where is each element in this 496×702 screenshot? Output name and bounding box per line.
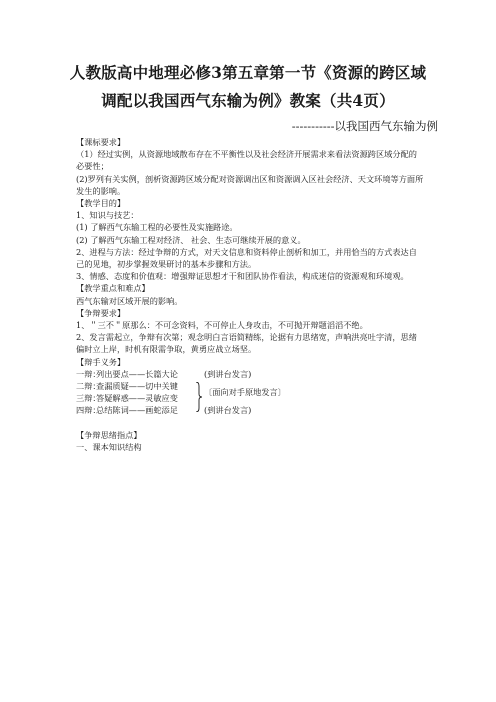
document-body: [76, 136, 424, 453]
paragraph-rule-1: 1、＂三不＂原那么：不可念资料，不可停止人身攻击，不可抛开辩题滔滔不绝。: [76, 320, 368, 331]
section-heading-focus: 【教学重点和难点】: [76, 283, 150, 294]
section-heading-debate-guidance: 【争辩思绪指点】: [76, 429, 142, 440]
paragraph-course-req-2: (2)罗列有关实例，剖析资源跨区域分配对资源调出区和资源调入区社会经济、天文环境等方面所发生的影响。: [76, 173, 424, 196]
task-item: 答疑解惑——灵敏应变: [96, 392, 178, 403]
task-round: 四辩：: [76, 404, 101, 415]
section-heading-course-requirements: 【课标要求】: [76, 137, 126, 147]
task-item: 查漏质疑——切中关键: [96, 380, 178, 391]
task-note-in-place: 〔面向对手原地发言〕: [204, 386, 286, 397]
paragraph-goal-1b: (2) 了解西气东输工程对经济、 社会、生态可继续开展的意义。: [76, 234, 306, 245]
debater-task-row: [76, 380, 188, 392]
task-round: 三辩：: [76, 392, 101, 403]
paragraph-goal-1a: (1) 了解西气东输工程的必要性及实施路途。: [76, 222, 238, 233]
paragraph-goal-3: 3、情感、态度和价值观：增强辩证思想才干和团队协作看法，构成迷信的资源观和环境观。: [76, 271, 409, 282]
debater-task-row: [76, 368, 188, 380]
section-heading-teaching-goals: 【教学目的】: [76, 198, 126, 209]
paragraph-goal-1: 1、知识与技艺：: [76, 210, 139, 221]
paragraph-rule-2: 2、发言需起立，争辩有次第；观念明白言语简精练，论据有力思绪宽，声响洪亮吐字清，思绪偏时立上岸，时机有限需争取，黄勇应战立场坚。: [76, 332, 417, 355]
task-item: 总结陈词——画蛇添足: [96, 404, 178, 415]
paragraph-focus: 西气东输对区域开展的影响。: [76, 295, 183, 306]
curly-brace-icon: [196, 382, 202, 412]
paragraph-outline-1: 一、课本知识结构: [76, 442, 142, 453]
task-note-podium-final: (到讲台发言): [204, 404, 252, 415]
task-round: 二辩：: [76, 380, 101, 391]
debater-task-list: [76, 368, 424, 429]
document-title-line-2: 调配以我国西气东输为例》教案（共4页）: [101, 91, 395, 110]
paragraph-course-req-1: （1）经过实例，从资源地域散布存在不平衡性以及社会经济开展需求来看法资源跨区域分配的必要性；: [76, 149, 417, 172]
document-title-line-1: 人教版高中地理必修3第五章第一节《资源的跨区域: [69, 63, 427, 82]
section-heading-debater-tasks: 【辩手义务】: [76, 356, 126, 367]
section-heading-debate-rules: 【争辩要求】: [76, 307, 126, 318]
paragraph-goal-2: 2、进程与方法：经过争辩的方式，对天文信息和资料停止剖析和加工，并用恰当的方式表达自己的见地，初步掌握效果研讨的基本步骤和方法。: [76, 246, 417, 270]
debater-task-row: [76, 404, 188, 416]
task-round: 一辩：: [76, 368, 101, 379]
document-subtitle: -----------以我国西气东输为例: [291, 119, 438, 133]
debater-task-row: [76, 392, 188, 404]
task-item: 列出要点——长篇大论: [96, 368, 178, 379]
task-note-podium: (到讲台发言): [204, 368, 252, 379]
